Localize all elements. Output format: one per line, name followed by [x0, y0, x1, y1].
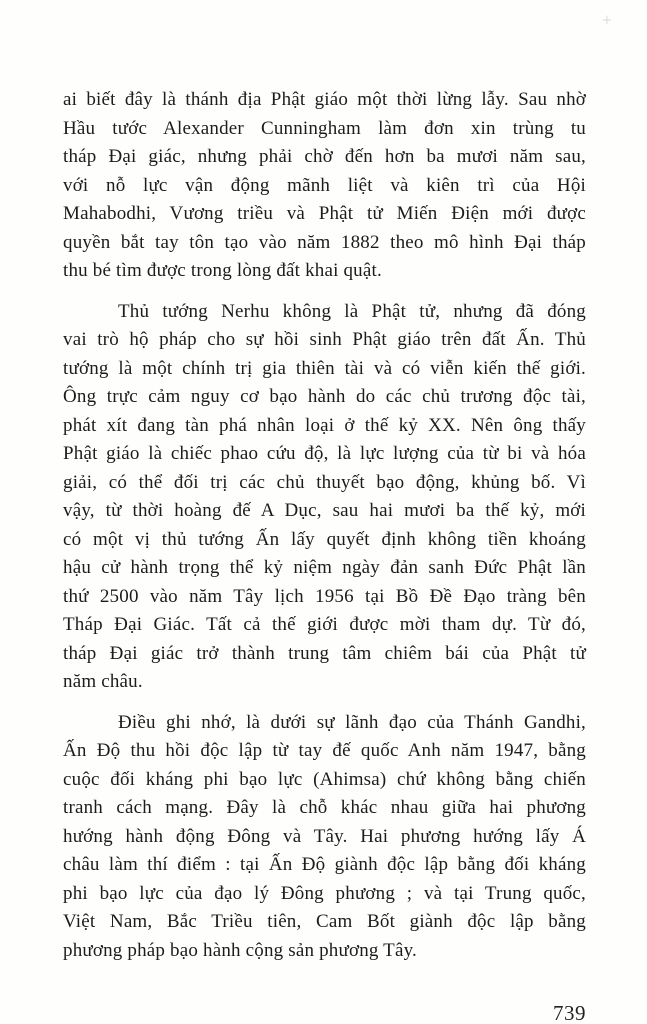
text-line: Việt Nam, Bắc Triều tiên, Cam Bốt giành độc lập bằng	[63, 911, 586, 932]
text-line: vậy, từ thời hoàng đế A Dục, sau hai mươi ba thế kỷ, mới	[63, 500, 586, 521]
text-line: phi bạo lực của đạo lý Đông phương ; và tại Trung quốc,	[63, 882, 586, 904]
text-line: Ấn Độ thu hồi độc lập từ tay đế quốc Anh năm 1947, bằng	[63, 740, 586, 761]
text-line: có một vị thủ tướng Ấn lấy quyết định không tiền khoáng	[63, 528, 586, 550]
paragraph	[63, 709, 586, 966]
text-line: châu làm thí điểm : tại Ấn Độ giành độc lập bằng đối kháng	[63, 854, 586, 875]
text-line: Thủ tướng Nerhu không là Phật tử, nhưng đã đóng	[118, 300, 586, 322]
text-line: tháp Đại giác trở thành trung tâm chiêm bái của Phật tử	[63, 642, 586, 664]
page-number: 739	[553, 1001, 586, 1024]
text-line: Tháp Đại Giác. Tất cả thế giới được mời tham dự. Từ đó,	[63, 614, 586, 635]
text-line: tháp Đại giác, nhưng phải chờ đến hơn ba mươi năm sau,	[63, 146, 586, 167]
text-line: Mahabodhi, Vương triều và Phật tử Miến Điện mới được	[63, 203, 586, 224]
text-line: quyền bắt tay tôn tạo vào năm 1882 theo mô hình Đại tháp	[63, 231, 586, 253]
text-line: thứ 2500 vào năm Tây lịch 1956 tại Bồ Đề Đạo tràng bên	[63, 585, 586, 607]
text-line: phát xít đang tàn phá nhân loại ở thế kỷ XX. Nên ông thấy	[63, 414, 586, 436]
page-text	[63, 86, 586, 977]
text-line: giải, có thể đối trị các chủ thuyết bạo động, khủng bố. Vì	[63, 471, 586, 493]
paragraph	[63, 298, 586, 697]
text-line: Phật giáo là chiếc phao cứu độ, là lực lượng của từ bi và hóa	[63, 443, 586, 464]
text-line: thu bé tìm được trong lòng đất khai quật.	[63, 260, 382, 281]
text-line: vai trò hộ pháp cho sự hồi sinh Phật giáo trên đất Ấn. Thủ	[63, 329, 586, 350]
text-line: tướng là một chính trị gia thiên tài và có viễn kiến thế giới.	[63, 357, 586, 379]
scan-artifact-mark: +	[601, 13, 613, 28]
text-line: hậu cử hành trọng thể kỷ niệm ngày đản sanh Đức Phật lần	[63, 557, 586, 578]
text-line: năm châu.	[63, 671, 143, 692]
text-line: phương pháp bạo hành cộng sản phương Tây.	[63, 939, 418, 961]
text-line: Điều ghi nhớ, là dưới sự lãnh đạo của Thánh Gandhi,	[118, 711, 586, 733]
text-line: với nỗ lực vận động mãnh liệt và kiên trì của Hội	[63, 174, 586, 196]
paragraph	[63, 86, 586, 286]
text-line: Ông trực cảm nguy cơ bạo hành do các chủ trương độc tài,	[63, 386, 586, 407]
text-line: tranh cách mạng. Đây là chỗ khác nhau giữa hai phương	[63, 797, 586, 818]
text-line: ai biết đây là thánh địa Phật giáo một thời lừng lẫy. Sau nhờ	[63, 89, 586, 110]
text-line: cuộc đối kháng phi bạo lực (Ahimsa) chứ không bằng chiến	[63, 768, 586, 790]
text-line: hướng hành động Đông và Tây. Hai phương hướng lấy Á	[63, 825, 586, 847]
text-line: Hầu tước Alexander Cunningham làm đơn xin trùng tu	[63, 117, 586, 139]
